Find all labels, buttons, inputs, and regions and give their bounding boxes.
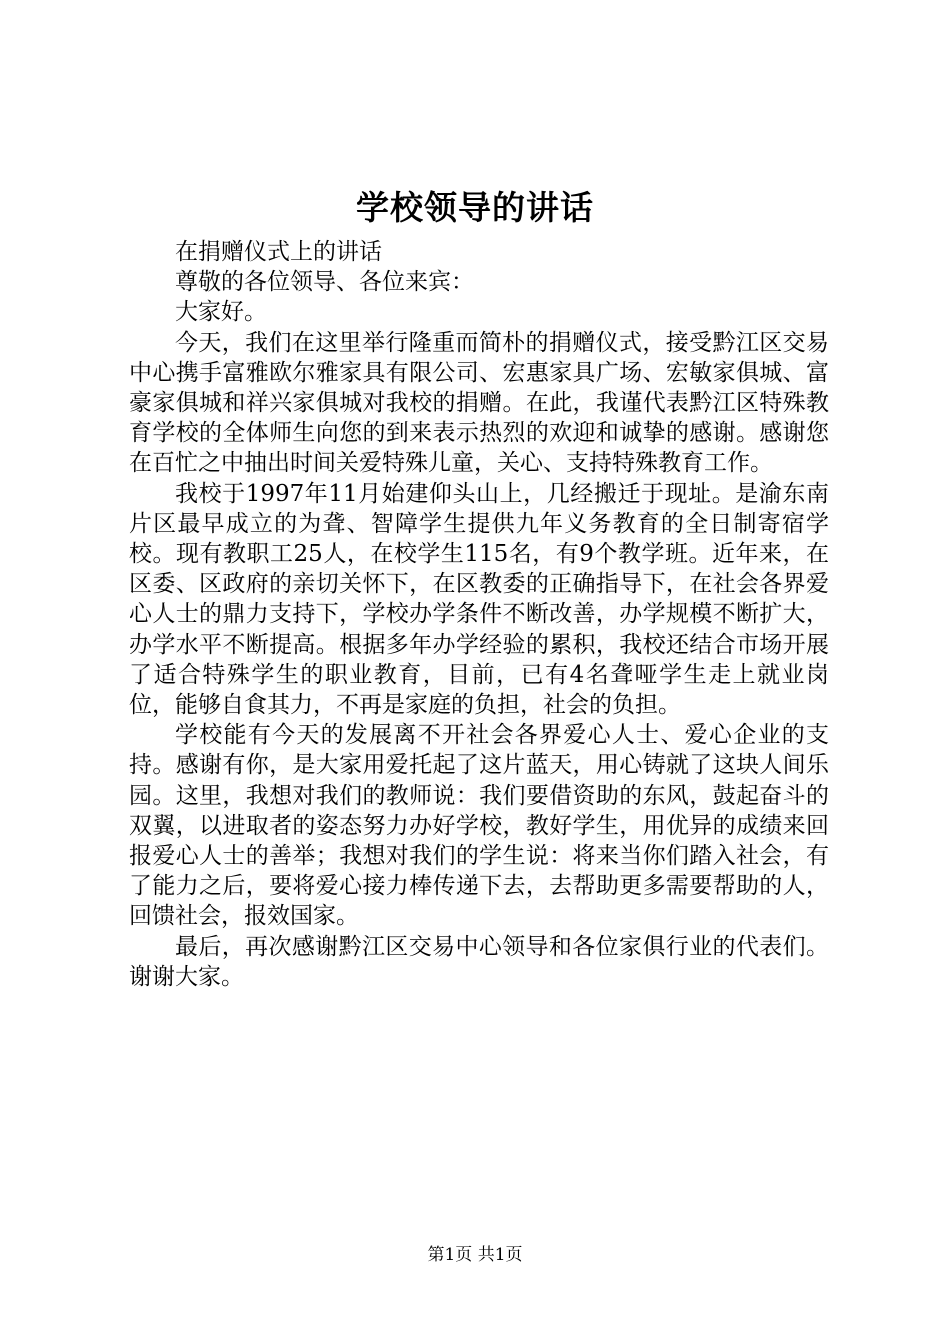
salutation-paragraph: 尊敬的各位领导、各位来宾： [175,269,474,296]
page-footer: 第1页 共1页 [427,1245,523,1265]
document-title: 学校领导的讲话 [356,188,594,227]
document-body [129,237,829,992]
body-paragraph: 今天，我们在这里举行隆重而简朴的捐赠仪式，接受黔江区交易中心携手富雅欧尔雅家具有限公司、宏惠家具广场、宏敏家俱城、富豪家俱城和祥兴家俱城对我校的捐赠。在此，我谨代表黔江区特殊教育学校的全体师生向您的到来表示热烈的欢迎和诚挚的感谢。感谢您在百忙之中抽出时间关爱特殊儿童，关心、支持特殊教育工作。 [129,329,829,477]
body-paragraph: 学校能有今天的发展离不开社会各界爱心人士、爱心企业的支持。感谢有你，是大家用爱托起了这片蓝天，用心铸就了这块人间乐园。这里，我想对我们的教师说：我们要借资助的东风，鼓起奋斗的双翼，以进取者的姿态努力办好学校，教好学生，用优异的成绩来回报爱心人士的善举；我想对我们的学生说：将来当你们踏入社会，有了能力之后，要将爱心接力棒传递下去，去帮助更多需要帮助的人，回馈社会，报效国家。 [129,722,829,930]
body-paragraph: 我校于1997年11月始建仰头山上，几经搬迁于现址。是渝东南片区最早成立的为聋、智障学生提供九年义务教育的全日制寄宿学校。现有教职工25人，在校学生115名，有9个教学班。近年来，在区委、区政府的亲切关怀下，在区教委的正确指导下，在社会各界爱心人士的鼎力支持下，学校办学条件不断改善，办学规模不断扩大，办学水平不断提高。根据多年办学经验的累积，我校还结合市场开展了适合特殊学生的职业教育，目前，已有4名聋哑学生走上就业岗位，能够自食其力，不再是家庭的负担，社会的负担。 [129,480,829,719]
subtitle-paragraph: 在捐赠仪式上的讲话 [175,239,382,265]
greeting-paragraph: 大家好。 [175,299,267,326]
closing-paragraph: 最后，再次感谢黔江区交易中心领导和各位家俱行业的代表们。谢谢大家。 [129,933,829,990]
